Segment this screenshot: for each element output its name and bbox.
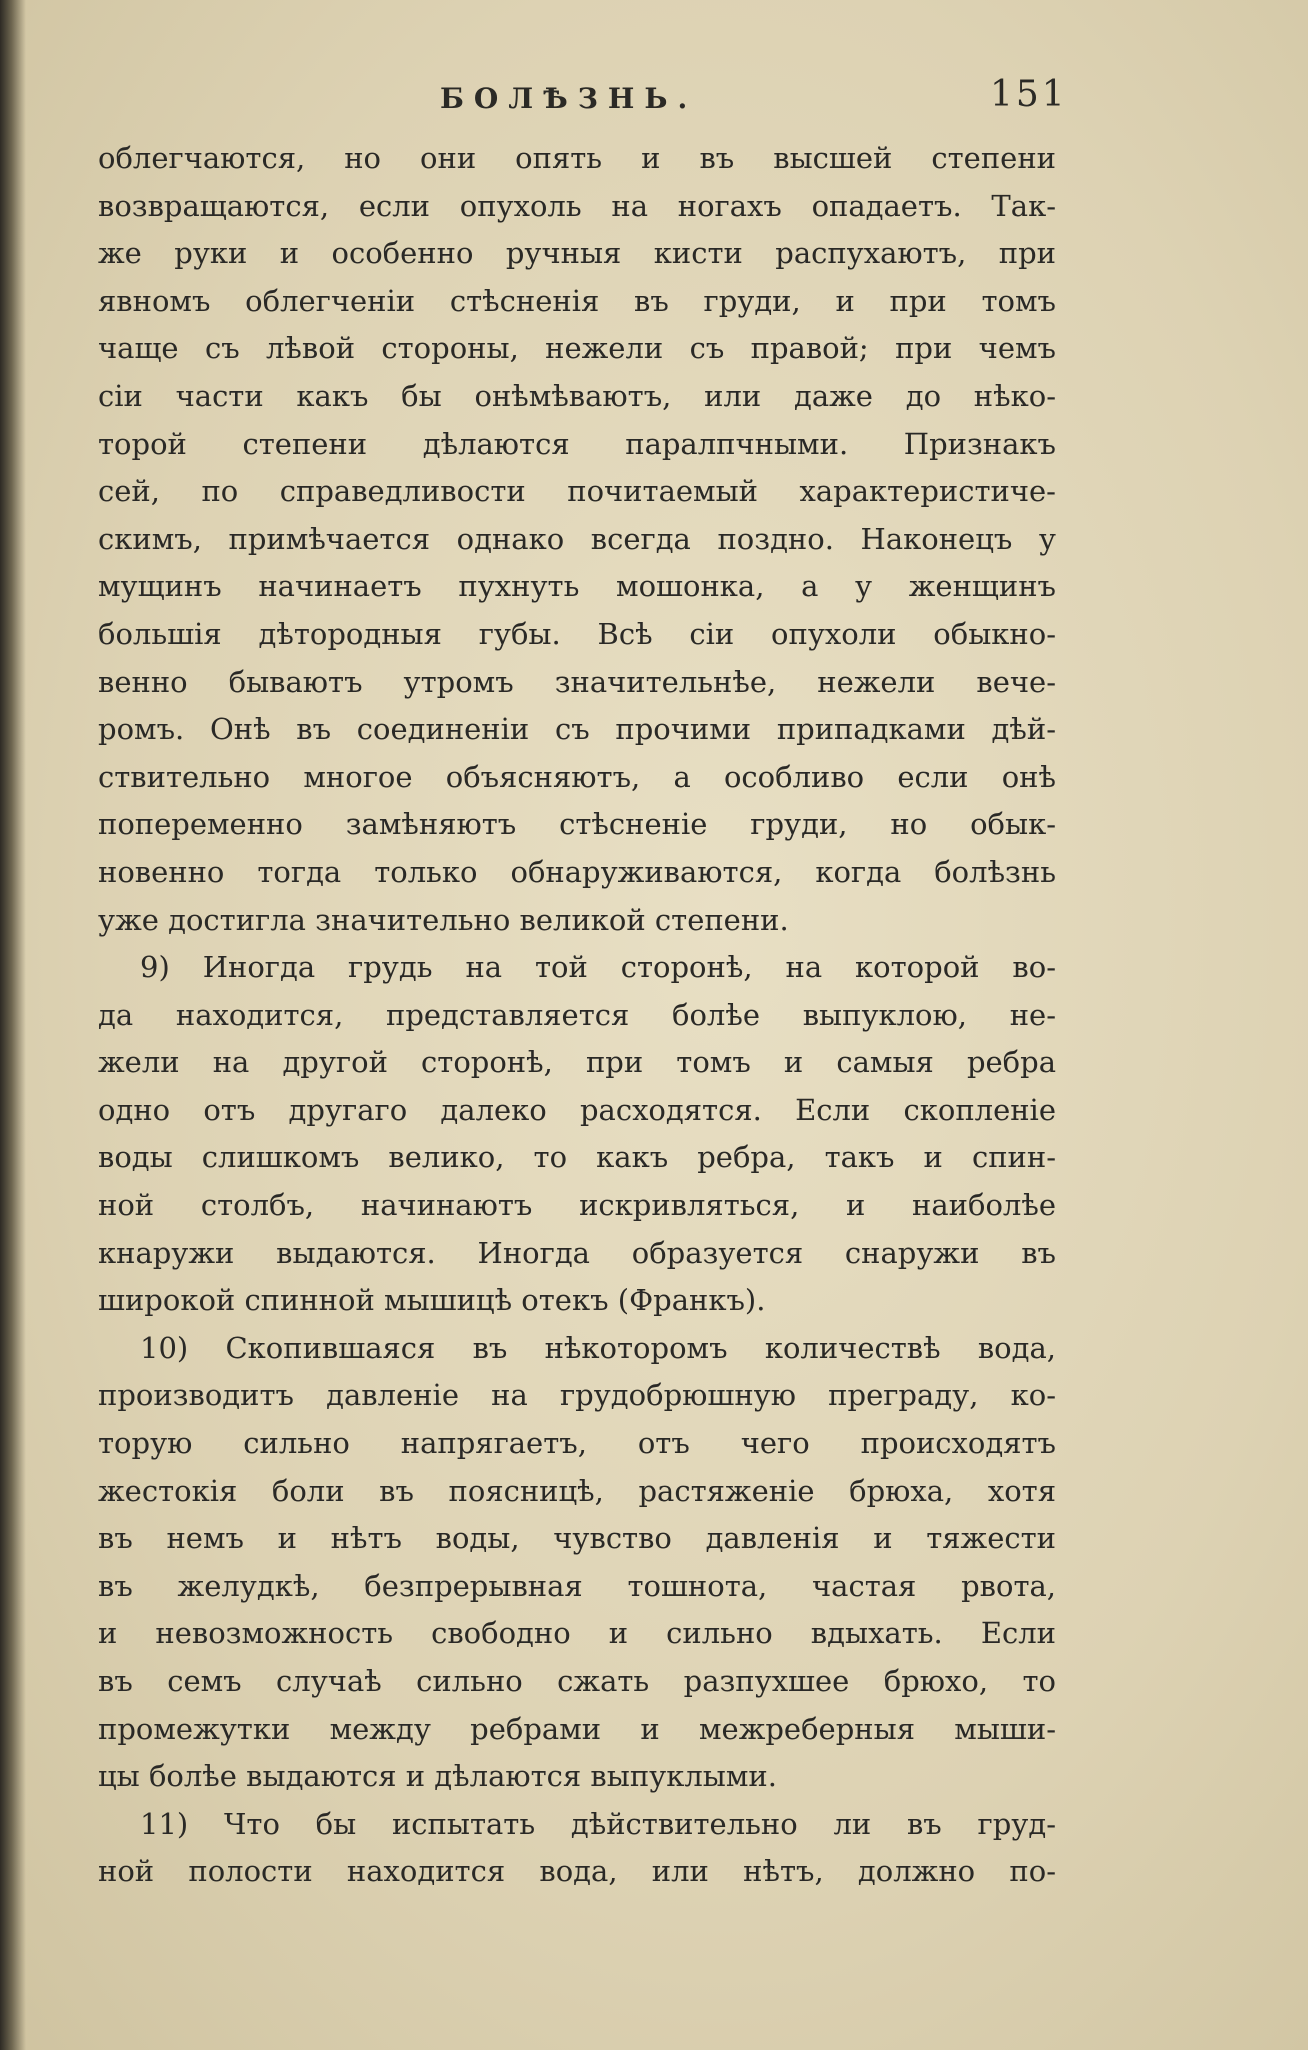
text-line: широкой спинной мышицѣ отекъ (Франкъ). bbox=[98, 1283, 766, 1318]
text-line: сіи части какъ бы онѣмѣваютъ, или даже до нѣко- bbox=[98, 378, 1056, 413]
text-line: кнаружи выдаются. Иногда образуется снаружи въ bbox=[98, 1235, 1056, 1270]
page-header bbox=[0, 72, 1308, 122]
text-line: возвращаются, если опухоль на ногахъ опадаетъ. Так- bbox=[98, 188, 1056, 223]
text-line: въ немъ и нѣтъ воды, чувство давленія и тяжести bbox=[98, 1521, 1056, 1556]
text-line: явномъ облегченіи стѣсненія въ груди, и при томъ bbox=[98, 283, 1056, 318]
text-line: 9) Иногда грудь на той сторонѣ, на которой во- bbox=[140, 950, 1056, 985]
text-line: уже достигла значительно великой степени. bbox=[98, 902, 789, 937]
text-line: попеременно замѣняютъ стѣсненіе груди, но обык- bbox=[98, 807, 1056, 842]
text-line: 11) Что бы испытать дѣйствительно ли въ груд- bbox=[140, 1806, 1056, 1841]
text-line: новенно тогда только обнаруживаются, когда болѣзнь bbox=[98, 854, 1056, 889]
text-line: мущинъ начинаетъ пухнуть мошонка, а у женщинъ bbox=[98, 569, 1056, 604]
text-line: чаще съ лѣвой стороны, нежели съ правой; при чемъ bbox=[98, 331, 1056, 366]
text-line: цы болѣе выдаются и дѣлаются выпуклыми. bbox=[98, 1759, 777, 1794]
text-line: торую сильно напрягаетъ, отъ чего происходятъ bbox=[98, 1426, 1056, 1461]
text-line: ромъ. Онѣ въ соединеніи съ прочими припадками дѣй- bbox=[98, 712, 1056, 747]
text-line: въ желудкѣ, безпрерывная тошнота, частая рвота, bbox=[98, 1568, 1056, 1603]
text-line: воды слишкомъ велико, то какъ ребра, такъ и спин- bbox=[98, 1140, 1056, 1175]
text-line: жели на другой сторонѣ, при томъ и самыя ребра bbox=[98, 1045, 1056, 1080]
text-line: одно отъ другаго далеко расходятся. Если скопленіе bbox=[98, 1092, 1056, 1127]
text-line: промежутки между ребрами и межреберныя мыши- bbox=[98, 1711, 1056, 1746]
text-line: производитъ давленіе на грудобрюшную преграду, ко- bbox=[98, 1378, 1056, 1413]
page-number: 151 bbox=[990, 74, 1068, 115]
text-line: большія дѣтородныя губы. Всѣ сіи опухоли обыкно- bbox=[98, 616, 1056, 651]
text-line: жестокія боли въ поясницѣ, растяженіе брюха, хотя bbox=[98, 1473, 1056, 1508]
text-line: же руки и особенно ручныя кисти распухаютъ, при bbox=[98, 236, 1056, 271]
binding-shadow bbox=[0, 0, 26, 2050]
running-title: БОЛѢЗНЬ. bbox=[440, 82, 698, 115]
text-line: торой степени дѣлаются паралпчными. Признакъ bbox=[98, 426, 1056, 461]
text-line: облегчаются, но они опять и въ высшей степени bbox=[98, 141, 1056, 175]
text-line: ной полости находится вода, или нѣтъ, должно по- bbox=[98, 1854, 1056, 1889]
text-line: сей, по справедливости почитаемый характеристиче- bbox=[98, 474, 1056, 509]
text-line: 10) Скопившаяся въ нѣкоторомъ количествѣ вода, bbox=[140, 1330, 1056, 1365]
text-line: и невозможность свободно и сильно вдыхать. Если bbox=[98, 1616, 1056, 1651]
text-line: скимъ, примѣчается однако всегда поздно. Наконецъ у bbox=[98, 521, 1056, 556]
text-line: въ семъ случаѣ сильно сжать разпухшее брюхо, то bbox=[98, 1664, 1056, 1698]
text-line: ной столбъ, начинаютъ искривляться, и наиболѣе bbox=[98, 1188, 1056, 1223]
text-line: да находится, представляется болѣе выпуклою, не- bbox=[98, 997, 1056, 1032]
text-line: венно бываютъ утромъ значительнѣе, нежели вече- bbox=[98, 664, 1056, 699]
text-line: ствительно многое объясняютъ, а особливо если онѣ bbox=[98, 759, 1056, 794]
body-text bbox=[98, 135, 1056, 1896]
